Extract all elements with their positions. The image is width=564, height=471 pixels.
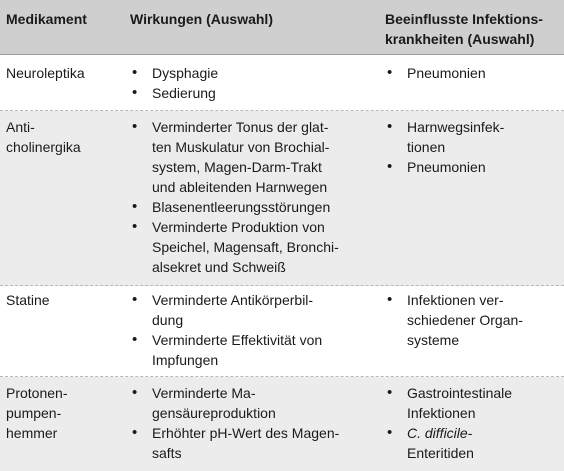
effect-line: ten Muskulatur von Brochial- xyxy=(152,139,330,155)
effects-cell xyxy=(130,383,370,463)
infection-line: schiedener Organ- xyxy=(407,312,523,328)
effect-line: • Verminderte Produktion von xyxy=(152,219,325,235)
effect-item xyxy=(130,83,370,103)
pathogen-name: C. difficile xyxy=(407,425,468,441)
infection-line: • Infektionen ver- xyxy=(407,292,504,308)
effect-item xyxy=(130,423,370,463)
infection-line-italic xyxy=(407,423,560,443)
effect-line: Speichel, Magensaft, Bronchi- xyxy=(152,239,339,255)
infections-cell xyxy=(385,383,560,463)
table-header xyxy=(0,0,564,55)
effect-item xyxy=(130,63,370,83)
header-medikament: Medikament xyxy=(6,11,87,27)
effects-list xyxy=(130,383,370,463)
effect-item xyxy=(130,117,370,197)
infections-list xyxy=(385,383,560,463)
header-infektionen-line1: Beeinflusste Infektions- xyxy=(385,11,543,27)
drug-name xyxy=(6,290,116,310)
infection-line: • Pneumonien xyxy=(407,159,486,175)
infection-item xyxy=(385,63,560,83)
header-infektionen xyxy=(385,9,560,49)
effect-line: • Verminderte Effektivität von xyxy=(152,332,323,348)
effect-line: system, Magen-Darm-Trakt xyxy=(152,159,322,175)
infection-line: • Harnwegsinfek- xyxy=(407,119,505,135)
infection-item xyxy=(385,383,560,423)
infections-cell xyxy=(385,63,560,83)
effects-list xyxy=(130,290,370,370)
effect-line: dung xyxy=(152,312,184,328)
table-row-anticholinergika xyxy=(0,111,564,286)
effect-item xyxy=(130,197,370,217)
effect-line: • Dysphagie xyxy=(152,65,219,81)
drug-name-line: Protonen- xyxy=(6,385,68,401)
infection-line: • Pneumonien xyxy=(407,65,486,81)
drug-name-line: Statine xyxy=(6,292,50,308)
effect-line: Impfungen xyxy=(152,352,219,368)
infections-list xyxy=(385,117,560,177)
effect-item xyxy=(130,290,370,330)
infection-item xyxy=(385,157,560,177)
effect-line: gensäureproduktion xyxy=(152,405,276,421)
infection-line: • Gastrointestinale xyxy=(407,385,513,401)
effect-line: und ableitenden Harnwegen xyxy=(152,179,328,195)
infection-item xyxy=(385,117,560,157)
table-row-neuroleptika xyxy=(0,55,564,111)
effect-item xyxy=(130,217,370,277)
effect-line: safts xyxy=(152,445,182,461)
effects-cell xyxy=(130,117,370,277)
effect-item xyxy=(130,330,370,370)
effects-list xyxy=(130,117,370,277)
drug-name xyxy=(6,63,116,83)
header-wirkungen: Wirkungen (Auswahl) xyxy=(130,11,273,27)
effect-line: • Erhöhter pH-Wert des Magen- xyxy=(152,425,340,441)
infection-line: Infektionen xyxy=(407,405,476,421)
hyphen: - xyxy=(467,425,473,441)
effect-line: • Blasenentleerungsstörungen xyxy=(152,199,331,215)
drug-name-line: cholinergika xyxy=(6,139,81,155)
header-infektionen-line2: krankheiten (Auswahl) xyxy=(385,31,535,47)
effects-cell xyxy=(130,290,370,370)
drug-name xyxy=(6,117,116,157)
table-row-statine xyxy=(0,286,564,377)
effect-line: • Verminderte Antikörperbil- xyxy=(152,292,314,308)
infection-line: tionen xyxy=(407,139,446,155)
effect-line: • Sedierung xyxy=(152,85,216,101)
effect-line: • Verminderte Ma- xyxy=(152,385,256,401)
infections-cell xyxy=(385,117,560,177)
drug-name-line: Anti- xyxy=(6,119,35,135)
drug-name-line: hemmer xyxy=(6,425,58,441)
infections-cell xyxy=(385,290,560,350)
drug-name-line: Neuroleptika xyxy=(6,65,85,81)
table-row-protonenpumpenhemmer xyxy=(0,377,564,471)
infection-line: Enteritiden xyxy=(407,445,474,461)
effects-list xyxy=(130,63,370,103)
effect-item xyxy=(130,383,370,423)
drug-name xyxy=(6,383,116,443)
drug-name-line: pumpen- xyxy=(6,405,62,421)
infection-line: systeme xyxy=(407,332,460,348)
infection-item xyxy=(385,290,560,350)
effect-line: • Verminderter Tonus der glat- xyxy=(152,119,329,135)
effect-line: alsekret und Schweiß xyxy=(152,259,286,275)
infections-list xyxy=(385,63,560,83)
infection-item xyxy=(385,423,560,463)
infections-list xyxy=(385,290,560,350)
effects-cell xyxy=(130,63,370,103)
